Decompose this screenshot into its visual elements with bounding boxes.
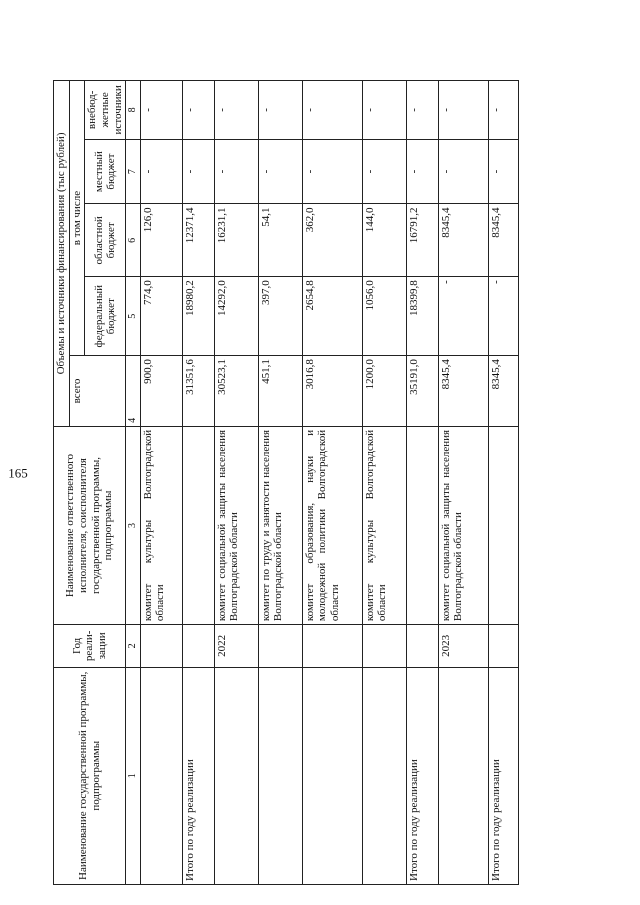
header-including: в том числе	[69, 81, 85, 356]
header-extrabudget: внебюд-жетные источники	[85, 81, 126, 140]
table-row	[438, 81, 488, 885]
table-row	[182, 81, 214, 885]
cell-local: -	[488, 139, 518, 204]
cell-year	[362, 625, 406, 667]
cell-year: 2022	[214, 625, 258, 667]
cell-program: Итого по году реализации	[488, 667, 518, 884]
cell-total: 900,0	[140, 356, 182, 427]
column-index: 3	[126, 426, 141, 624]
column-index: 2	[126, 625, 141, 667]
cell-extra: -	[182, 81, 214, 140]
cell-local: -	[258, 139, 302, 204]
cell-regional: 126,0	[140, 204, 182, 277]
cell-year	[258, 625, 302, 667]
cell-year	[140, 625, 182, 667]
cell-federal: 14292,0	[214, 277, 258, 356]
table-row	[302, 81, 362, 885]
cell-regional: 8345,4	[488, 204, 518, 277]
rotated-page	[0, 25, 640, 895]
cell-extra: -	[140, 81, 182, 140]
cell-program	[214, 667, 258, 884]
cell-local: -	[438, 139, 488, 204]
cell-regional: 362,0	[302, 204, 362, 277]
cell-total: 8345,4	[438, 356, 488, 427]
cell-total: 31351,6	[182, 356, 214, 427]
cell-extra: -	[258, 81, 302, 140]
cell-executor: комитет образования, науки и молодежной политики Волгоградской области	[302, 426, 362, 624]
table-row	[488, 81, 518, 885]
cell-total: 3016,8	[302, 356, 362, 427]
cell-extra: -	[438, 81, 488, 140]
cell-federal: 774,0	[140, 277, 182, 356]
header-year: Год реали-зации	[54, 625, 126, 667]
cell-extra: -	[488, 81, 518, 140]
cell-program	[438, 667, 488, 884]
column-index: 7	[126, 139, 141, 204]
cell-executor: комитет социальной защиты населения Волгоградской области	[438, 426, 488, 624]
cell-local: -	[182, 139, 214, 204]
header-federal: федеральный бюджет	[85, 277, 126, 356]
cell-extra: -	[362, 81, 406, 140]
table-row	[258, 81, 302, 885]
cell-regional: 54,1	[258, 204, 302, 277]
cell-extra: -	[406, 81, 438, 140]
cell-extra: -	[302, 81, 362, 140]
cell-regional: 144,0	[362, 204, 406, 277]
header-volumes: Объемы и источники финансирования (тыс рублей)	[54, 81, 70, 427]
column-index: 6	[126, 204, 141, 277]
header-executor: Наименование ответственного исполнителя, соисполнителя государственной программы, подпрограммы	[54, 426, 126, 624]
cell-year	[182, 625, 214, 667]
cell-local: -	[362, 139, 406, 204]
cell-program: Итого по году реализации	[182, 667, 214, 884]
table-row	[140, 81, 182, 885]
cell-program: Итого по году реализации	[406, 667, 438, 884]
financing-table	[53, 80, 519, 885]
cell-local: -	[140, 139, 182, 204]
cell-program	[362, 667, 406, 884]
cell-federal: 397,0	[258, 277, 302, 356]
cell-local: -	[214, 139, 258, 204]
cell-year	[302, 625, 362, 667]
cell-regional: 16231,1	[214, 204, 258, 277]
cell-total: 451,1	[258, 356, 302, 427]
cell-program	[140, 667, 182, 884]
cell-federal: -	[488, 277, 518, 356]
cell-regional: 16791,2	[406, 204, 438, 277]
cell-total: 30523,1	[214, 356, 258, 427]
cell-regional: 12371,4	[182, 204, 214, 277]
cell-local: -	[302, 139, 362, 204]
cell-total: 35191,0	[406, 356, 438, 427]
cell-program	[302, 667, 362, 884]
cell-total: 8345,4	[488, 356, 518, 427]
cell-executor: комитет социальной защиты населения Волгоградской области	[214, 426, 258, 624]
cell-executor: комитет по труду и занятости населения Волгоградской области	[258, 426, 302, 624]
table-row	[362, 81, 406, 885]
column-index: 1	[126, 667, 141, 884]
column-index: 4	[126, 356, 141, 427]
cell-federal: 18399,8	[406, 277, 438, 356]
cell-year: 2023	[438, 625, 488, 667]
cell-executor	[488, 426, 518, 624]
cell-federal: 1056,0	[362, 277, 406, 356]
cell-year	[406, 625, 438, 667]
header-local: местный бюджет	[85, 139, 126, 204]
cell-extra: -	[214, 81, 258, 140]
page-number: 165	[8, 465, 28, 481]
table-row	[214, 81, 258, 885]
cell-executor: комитет культуры Волгоградской области	[362, 426, 406, 624]
column-index: 5	[126, 277, 141, 356]
cell-federal: 18980,2	[182, 277, 214, 356]
table-row	[406, 81, 438, 885]
cell-local: -	[406, 139, 438, 204]
header-program-name: Наименование государственной программы, подпрограммы	[54, 667, 126, 884]
header-total: всего	[69, 356, 126, 427]
cell-federal: 2654,8	[302, 277, 362, 356]
column-index: 8	[126, 81, 141, 140]
cell-federal: -	[438, 277, 488, 356]
cell-program	[258, 667, 302, 884]
cell-executor	[182, 426, 214, 624]
cell-year	[488, 625, 518, 667]
cell-executor: комитет культуры Волгоградской области	[140, 426, 182, 624]
header-regional: областной бюджет	[85, 204, 126, 277]
cell-regional: 8345,4	[438, 204, 488, 277]
cell-total: 1200,0	[362, 356, 406, 427]
cell-executor	[406, 426, 438, 624]
